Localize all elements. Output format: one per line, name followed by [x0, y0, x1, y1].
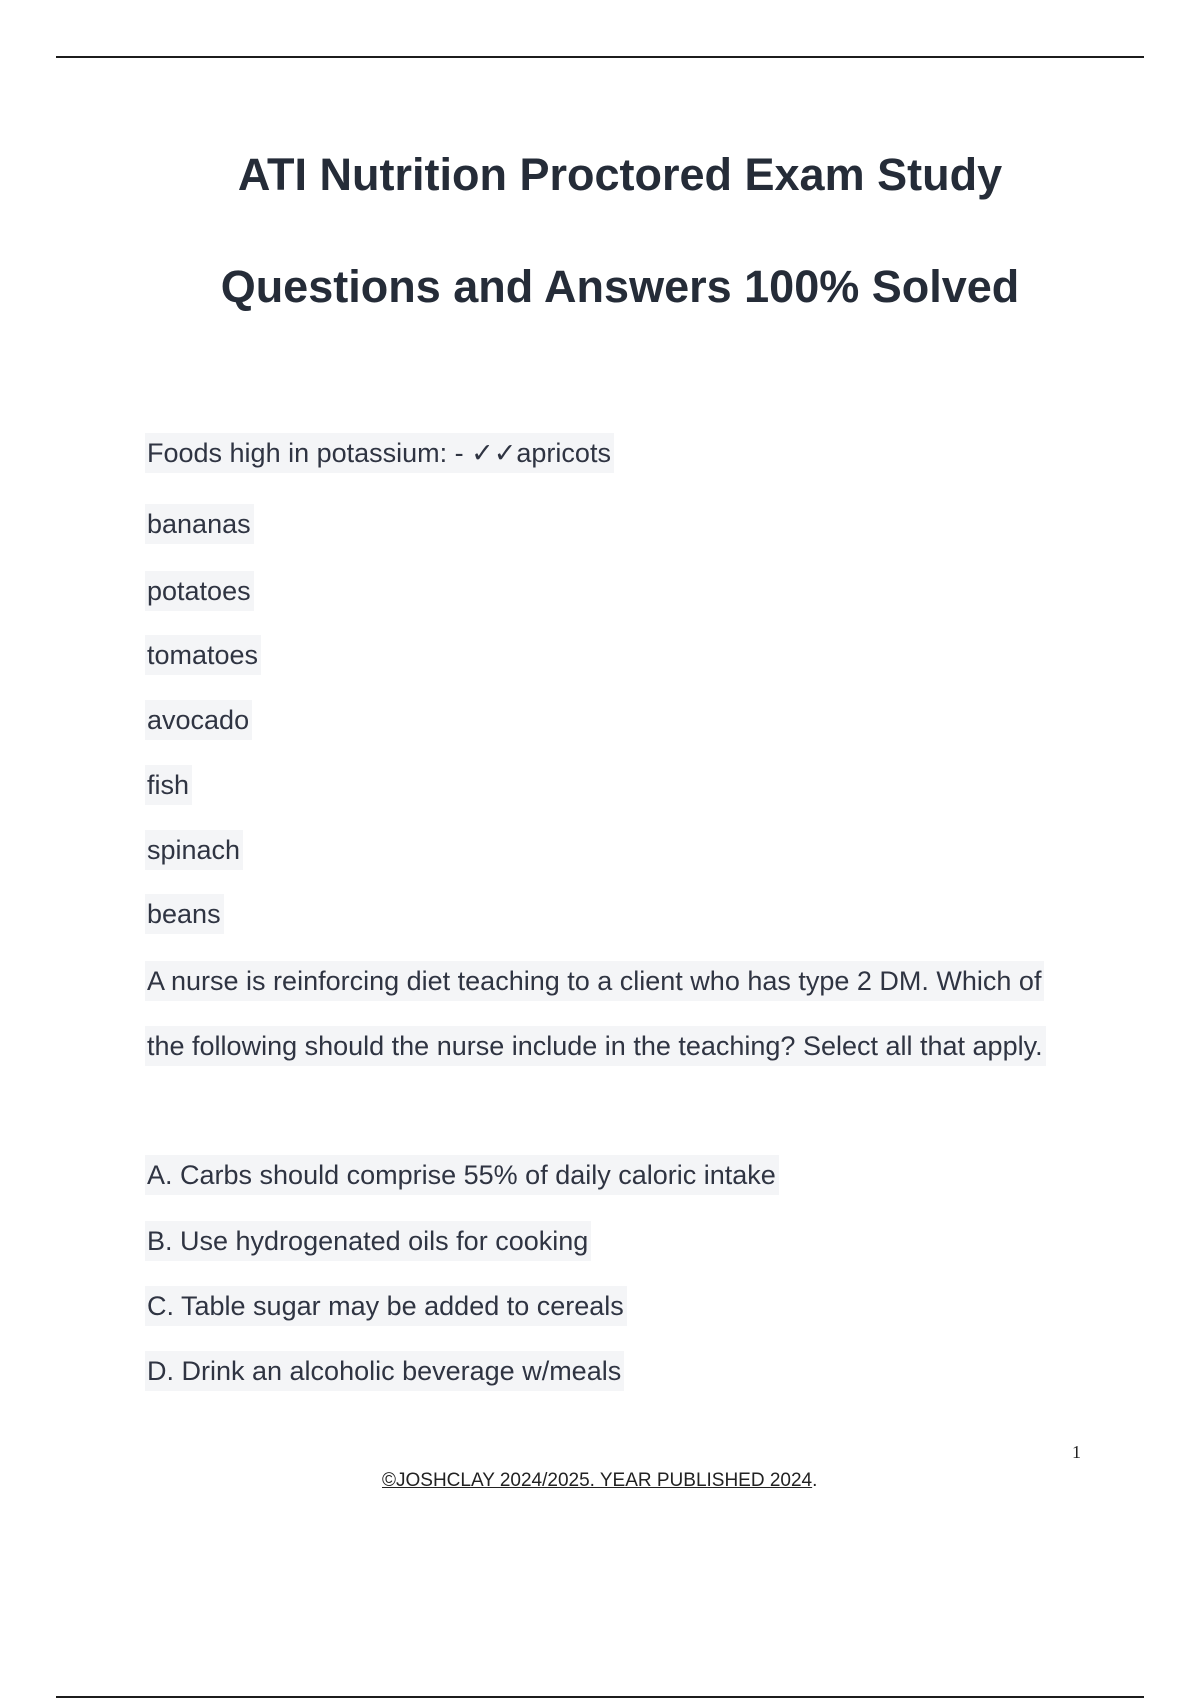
- copyright-period: .: [812, 1470, 818, 1491]
- question-text-line-2: the following should the nurse include in the teaching? Select all that apply.: [145, 1026, 1046, 1066]
- copyright-text: ©JOSHCLAY 2024/2025. YEAR PUBLISHED 2024: [382, 1470, 813, 1491]
- answer-option-b: B. Use hydrogenated oils for cooking: [145, 1221, 591, 1261]
- food-item: spinach: [145, 830, 243, 870]
- top-rule: [56, 56, 1144, 58]
- food-item: beans: [145, 894, 224, 934]
- page-number: 1: [1072, 1442, 1081, 1462]
- copyright-footer: [382, 1470, 817, 1492]
- question-text-line-1: A nurse is reinforcing diet teaching to a client who has type 2 DM. Which of: [145, 961, 1044, 1001]
- food-item: tomatoes: [145, 635, 261, 675]
- answer-option-c: C. Table sugar may be added to cereals: [145, 1286, 627, 1326]
- food-item: bananas: [145, 504, 254, 544]
- food-item: fish: [145, 765, 192, 805]
- potassium-heading: Foods high in potassium: - ✓✓apricots: [145, 433, 614, 473]
- food-item: avocado: [145, 700, 252, 740]
- bottom-rule: [56, 1696, 1144, 1698]
- answer-option-a: A. Carbs should comprise 55% of daily caloric intake: [145, 1155, 779, 1195]
- answer-option-d: D. Drink an alcoholic beverage w/meals: [145, 1351, 624, 1391]
- document-title-line-2: Questions and Answers 100% Solved: [220, 261, 1020, 312]
- document-title-line-1: ATI Nutrition Proctored Exam Study: [237, 149, 1003, 200]
- food-item: potatoes: [145, 571, 254, 611]
